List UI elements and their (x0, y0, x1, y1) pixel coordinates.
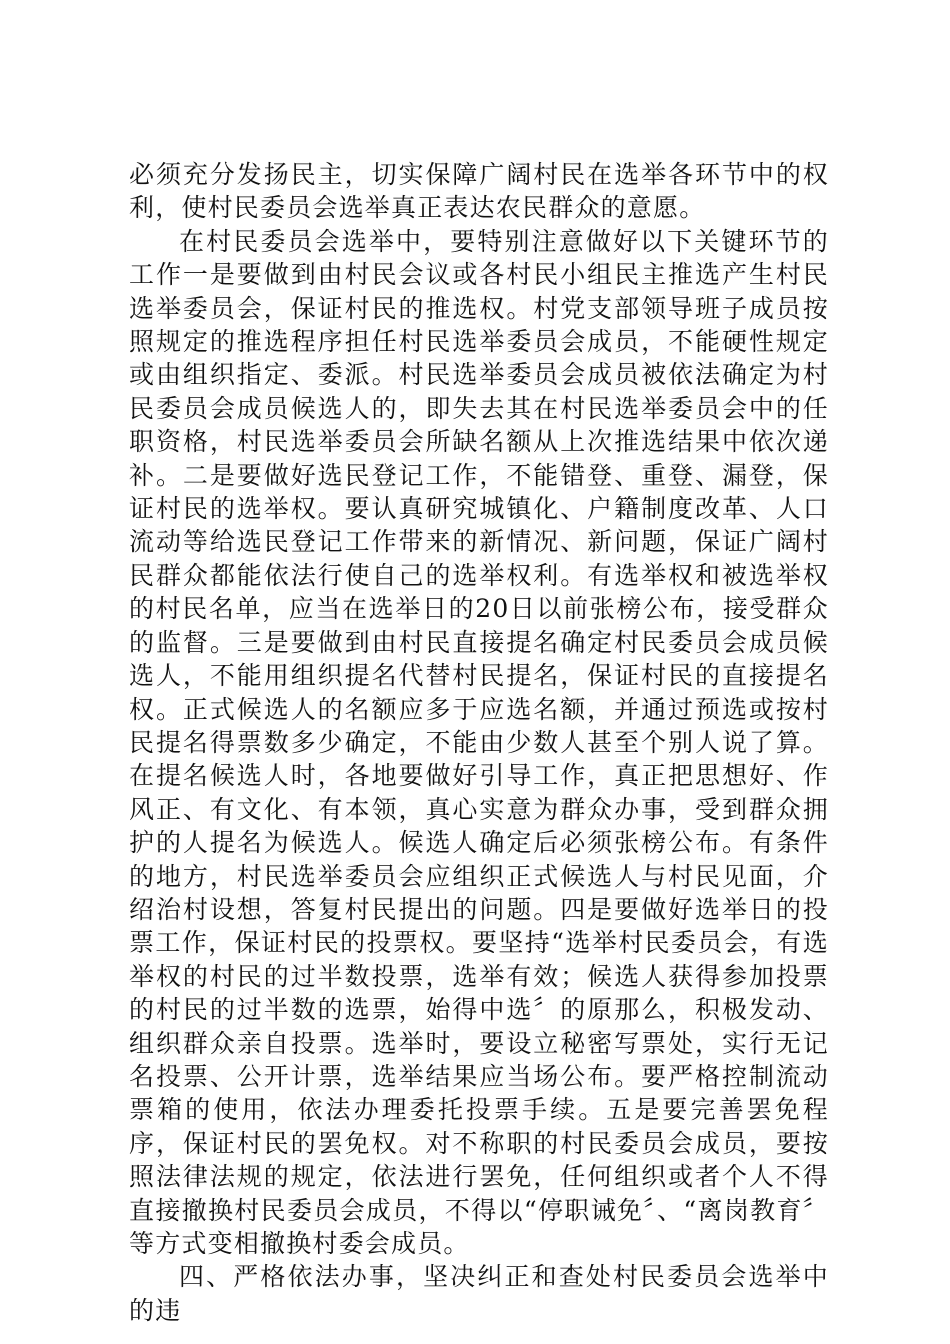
document-body (129, 158, 829, 1327)
paragraph-key-steps: 在村民委员会选举中，要特别注意做好以下关键环节的工作一是要做到由村民会议或各村民小组民主推选产生村民选举委员会，保证村民的推选权。村党支部领导班子成员按照规定的推选程序担任村民选举委员会成员，不能硬性规定或由组织指定、委派。村民选举委员会成员被依法确定为村民委员会成员候选人的，即失去其在村民选举委员会中的任职资格，村民选举委员会所缺名额从上次推选结果中依次递补。二是要做好选民登记工作，不能错登、重登、漏登，保证村民的选举权。要认真研究城镇化、户籍制度改革、人口流动等给选民登记工作带来的新情况、新问题，保证广阔村民群众都能依法行使自己的选举权利。有选举权和被选举权的村民名单，应当在选举日的20日以前张榜公布，接受群众的监督。三是要做到由村民直接提名确定村民委员会成员候选人，不能用组织提名代替村民提名，保证村民的直接提名权。正式候选人的名额应多于应选名额，并通过预选或按村民提名得票数多少确定，不能由少数人甚至个别人说了算。在提名候选人时，各地要做好引导工作，真正把思想好、作风正、有文化、有本领，真心实意为群众办事，受到群众拥护的人提名为候选人。候选人确定后必须张榜公布。有条件的地方，村民选举委员会应组织正式候选人与村民见面，介绍治村设想，答复村民提出的问题。四是要做好选举日的投票工作，保证村民的投票权。要坚持“选举村民委员会，有选举权的村民的过半数投票，选举有效；候选人获得参加投票的村民的过半数的选票，始得中选〞的原那么，积极发动、组织群众亲自投票。选举时，要设立秘密写票处，实行无记名投票、公开计票，选举结果应当场公布。要严格控制流动票箱的使用，依法办理委托投票手续。五是要完善罢免程序，保证村民的罢免权。对不称职的村民委员会成员，要按照法律法规的规定，依法进行罢免，任何组织或者个人不得直接撤换村民委员会成员，不得以“停职诫免〞、“离岗教育〞等方式变相撤换村委会成员。 (129, 226, 829, 1258)
paragraph-continuation: 必须充分发扬民主，切实保障广阔村民在选举各环节中的权利，使村民委员会选举真正表达农民群众的意愿。 (129, 160, 829, 223)
section-heading-four: 四、严格依法办事，坚决纠正和查处村民委员会选举中的违 (129, 1262, 829, 1325)
